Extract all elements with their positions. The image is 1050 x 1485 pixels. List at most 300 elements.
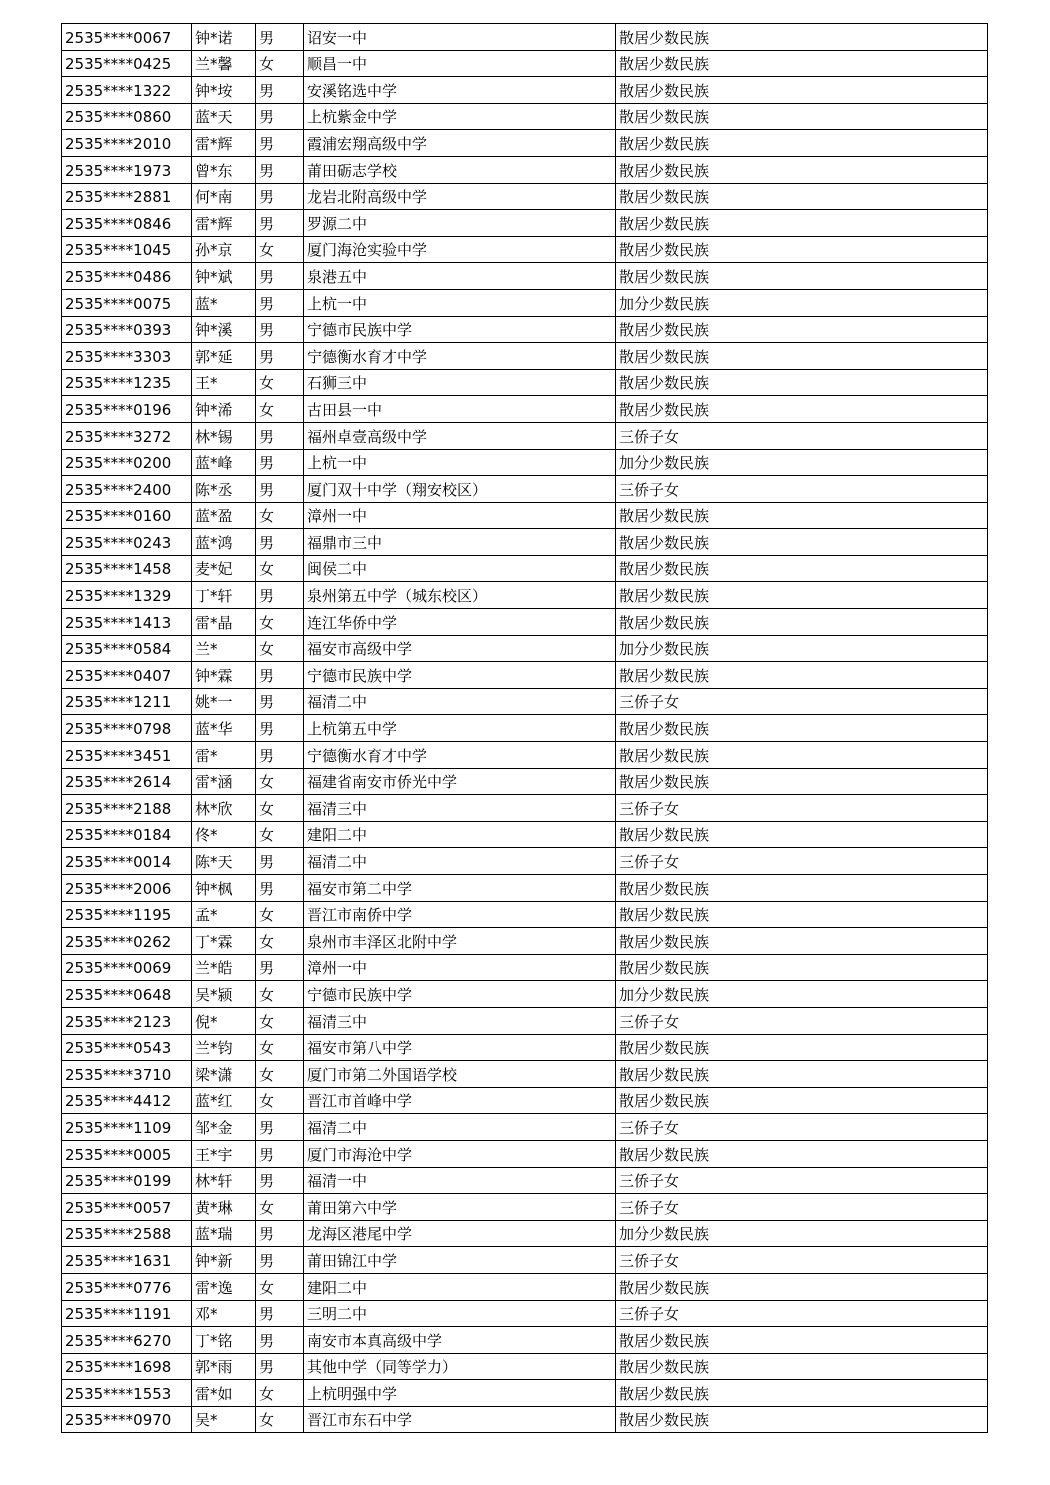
school-cell: 上杭一中: [304, 289, 616, 316]
exam-id-cell: 2535****0057: [62, 1194, 192, 1221]
gender-cell: 男: [256, 449, 304, 476]
student-name-cell: 林*锡: [192, 422, 256, 449]
school-cell: 厦门市海沧中学: [304, 1140, 616, 1167]
gender-cell: 男: [256, 263, 304, 290]
school-cell: 安溪铭选中学: [304, 77, 616, 104]
gender-cell: 女: [256, 768, 304, 795]
school-cell: 福清三中: [304, 795, 616, 822]
school-cell: 福清二中: [304, 688, 616, 715]
category-cell: 散居少数民族: [616, 1353, 988, 1380]
gender-cell: 男: [256, 183, 304, 210]
school-cell: 福建省南安市侨光中学: [304, 768, 616, 795]
school-cell: 罗源二中: [304, 210, 616, 237]
student-name-cell: 蓝*盈: [192, 502, 256, 529]
school-cell: 诏安一中: [304, 24, 616, 51]
school-cell: 顺昌一中: [304, 50, 616, 77]
student-name-cell: 陈*天: [192, 848, 256, 875]
school-cell: 福安市第二中学: [304, 875, 616, 902]
category-cell: 散居少数民族: [616, 77, 988, 104]
exam-id-cell: 2535****1698: [62, 1353, 192, 1380]
school-cell: 闽侯二中: [304, 555, 616, 582]
student-name-cell: 邓*: [192, 1300, 256, 1327]
gender-cell: 女: [256, 795, 304, 822]
table-row: [62, 369, 988, 396]
gender-cell: 女: [256, 928, 304, 955]
school-cell: 连江华侨中学: [304, 609, 616, 636]
exam-id-cell: 2535****0407: [62, 662, 192, 689]
table-row: [62, 210, 988, 237]
exam-id-cell: 2535****2010: [62, 130, 192, 157]
student-name-cell: 兰*皓: [192, 954, 256, 981]
school-cell: 建阳二中: [304, 821, 616, 848]
student-name-cell: 郭*雨: [192, 1353, 256, 1380]
gender-cell: 男: [256, 954, 304, 981]
student-name-cell: 雷*逸: [192, 1273, 256, 1300]
exam-id-cell: 2535****2006: [62, 875, 192, 902]
student-name-cell: 梁*潇: [192, 1061, 256, 1088]
table-row: [62, 1167, 988, 1194]
table-row: [62, 77, 988, 104]
exam-id-cell: 2535****0067: [62, 24, 192, 51]
exam-id-cell: 2535****0860: [62, 103, 192, 130]
student-name-cell: 雷*晶: [192, 609, 256, 636]
category-cell: 散居少数民族: [616, 24, 988, 51]
table-row: [62, 582, 988, 609]
gender-cell: 男: [256, 742, 304, 769]
student-name-cell: 黄*琳: [192, 1194, 256, 1221]
table-row: [62, 343, 988, 370]
table-row: [62, 50, 988, 77]
gender-cell: 男: [256, 289, 304, 316]
student-name-cell: 邹*金: [192, 1114, 256, 1141]
category-cell: 散居少数民族: [616, 742, 988, 769]
gender-cell: 男: [256, 529, 304, 556]
gender-cell: 男: [256, 156, 304, 183]
table-row: [62, 1300, 988, 1327]
table-row: [62, 316, 988, 343]
category-cell: 散居少数民族: [616, 821, 988, 848]
gender-cell: 男: [256, 210, 304, 237]
gender-cell: 女: [256, 369, 304, 396]
category-cell: 散居少数民族: [616, 502, 988, 529]
student-name-cell: 蓝*红: [192, 1087, 256, 1114]
table-row: [62, 555, 988, 582]
table-row: [62, 1061, 988, 1088]
table-row: [62, 502, 988, 529]
school-cell: 泉州市丰泽区北附中学: [304, 928, 616, 955]
student-name-cell: 曾*东: [192, 156, 256, 183]
gender-cell: 女: [256, 236, 304, 263]
category-cell: 加分少数民族: [616, 289, 988, 316]
gender-cell: 男: [256, 1300, 304, 1327]
exam-id-cell: 2535****0584: [62, 635, 192, 662]
exam-id-cell: 2535****1322: [62, 77, 192, 104]
category-cell: 加分少数民族: [616, 635, 988, 662]
table-row: [62, 130, 988, 157]
category-cell: 散居少数民族: [616, 130, 988, 157]
category-cell: 散居少数民族: [616, 103, 988, 130]
category-cell: 散居少数民族: [616, 1034, 988, 1061]
category-cell: 散居少数民族: [616, 1273, 988, 1300]
gender-cell: 女: [256, 981, 304, 1008]
exam-id-cell: 2535****2400: [62, 476, 192, 503]
student-name-cell: 钟*霖: [192, 662, 256, 689]
school-cell: 晋江市首峰中学: [304, 1087, 616, 1114]
table-row: [62, 821, 988, 848]
gender-cell: 女: [256, 50, 304, 77]
gender-cell: 女: [256, 635, 304, 662]
table-row: [62, 1273, 988, 1300]
exam-id-cell: 2535****1553: [62, 1380, 192, 1407]
exam-id-cell: 2535****0798: [62, 715, 192, 742]
school-cell: 上杭一中: [304, 449, 616, 476]
exam-id-cell: 2535****0486: [62, 263, 192, 290]
gender-cell: 女: [256, 1380, 304, 1407]
exam-id-cell: 2535****0075: [62, 289, 192, 316]
category-cell: 散居少数民族: [616, 183, 988, 210]
exam-id-cell: 2535****0160: [62, 502, 192, 529]
exam-id-cell: 2535****1235: [62, 369, 192, 396]
exam-id-cell: 2535****0262: [62, 928, 192, 955]
table-row: [62, 529, 988, 556]
category-cell: 三侨子女: [616, 1194, 988, 1221]
category-cell: 散居少数民族: [616, 715, 988, 742]
exam-id-cell: 2535****1329: [62, 582, 192, 609]
table-row: [62, 183, 988, 210]
exam-id-cell: 2535****2614: [62, 768, 192, 795]
table-row: [62, 954, 988, 981]
category-cell: 散居少数民族: [616, 236, 988, 263]
table-row: [62, 1380, 988, 1407]
exam-id-cell: 2535****0648: [62, 981, 192, 1008]
exam-id-cell: 2535****1973: [62, 156, 192, 183]
table-row: [62, 1220, 988, 1247]
student-name-cell: 何*南: [192, 183, 256, 210]
school-cell: 福州卓壹高级中学: [304, 422, 616, 449]
roster-table: [61, 23, 988, 1433]
exam-id-cell: 2535****1631: [62, 1247, 192, 1274]
table-row: [62, 928, 988, 955]
gender-cell: 男: [256, 343, 304, 370]
student-name-cell: 麦*妃: [192, 555, 256, 582]
gender-cell: 女: [256, 502, 304, 529]
student-name-cell: 王*: [192, 369, 256, 396]
school-cell: 福清二中: [304, 1114, 616, 1141]
gender-cell: 女: [256, 609, 304, 636]
exam-id-cell: 2535****1191: [62, 1300, 192, 1327]
exam-id-cell: 2535****3303: [62, 343, 192, 370]
table-row: [62, 1327, 988, 1354]
category-cell: 三侨子女: [616, 1007, 988, 1034]
school-cell: 晋江市东石中学: [304, 1406, 616, 1433]
gender-cell: 女: [256, 901, 304, 928]
table-row: [62, 396, 988, 423]
school-cell: 宁德市民族中学: [304, 662, 616, 689]
student-name-cell: 雷*涵: [192, 768, 256, 795]
category-cell: 散居少数民族: [616, 156, 988, 183]
student-name-cell: 兰*: [192, 635, 256, 662]
student-name-cell: 蓝*瑞: [192, 1220, 256, 1247]
school-cell: 厦门双十中学（翔安校区）: [304, 476, 616, 503]
roster-table-body: [62, 24, 988, 1433]
student-name-cell: 倪*: [192, 1007, 256, 1034]
school-cell: 福鼎市三中: [304, 529, 616, 556]
category-cell: 散居少数民族: [616, 768, 988, 795]
student-name-cell: 王*宇: [192, 1140, 256, 1167]
school-cell: 上杭紫金中学: [304, 103, 616, 130]
student-name-cell: 钟*溪: [192, 316, 256, 343]
table-row: [62, 795, 988, 822]
exam-id-cell: 2535****3710: [62, 1061, 192, 1088]
gender-cell: 男: [256, 848, 304, 875]
gender-cell: 男: [256, 1353, 304, 1380]
student-name-cell: 姚*一: [192, 688, 256, 715]
category-cell: 散居少数民族: [616, 210, 988, 237]
student-name-cell: 钟*浠: [192, 396, 256, 423]
exam-id-cell: 2535****1195: [62, 901, 192, 928]
student-name-cell: 陈*丞: [192, 476, 256, 503]
table-row: [62, 901, 988, 928]
gender-cell: 男: [256, 1327, 304, 1354]
school-cell: 建阳二中: [304, 1273, 616, 1300]
school-cell: 宁德衡水育才中学: [304, 343, 616, 370]
category-cell: 三侨子女: [616, 1114, 988, 1141]
gender-cell: 男: [256, 688, 304, 715]
school-cell: 古田县一中: [304, 396, 616, 423]
table-row: [62, 1140, 988, 1167]
school-cell: 福清二中: [304, 848, 616, 875]
exam-id-cell: 2535****0970: [62, 1406, 192, 1433]
gender-cell: 女: [256, 821, 304, 848]
category-cell: 三侨子女: [616, 1247, 988, 1274]
school-cell: 石狮三中: [304, 369, 616, 396]
category-cell: 散居少数民族: [616, 263, 988, 290]
exam-id-cell: 2535****2123: [62, 1007, 192, 1034]
gender-cell: 男: [256, 422, 304, 449]
table-row: [62, 1194, 988, 1221]
school-cell: 厦门海沧实验中学: [304, 236, 616, 263]
exam-id-cell: 2535****0776: [62, 1273, 192, 1300]
student-name-cell: 雷*辉: [192, 210, 256, 237]
exam-id-cell: 2535****0014: [62, 848, 192, 875]
school-cell: 莆田锦江中学: [304, 1247, 616, 1274]
table-row: [62, 1114, 988, 1141]
gender-cell: 女: [256, 1194, 304, 1221]
school-cell: 福安市第八中学: [304, 1034, 616, 1061]
exam-id-cell: 2535****0425: [62, 50, 192, 77]
table-row: [62, 476, 988, 503]
category-cell: 散居少数民族: [616, 396, 988, 423]
category-cell: 散居少数民族: [616, 369, 988, 396]
exam-id-cell: 2535****0543: [62, 1034, 192, 1061]
exam-id-cell: 2535****0199: [62, 1167, 192, 1194]
school-cell: 霞浦宏翔高级中学: [304, 130, 616, 157]
table-row: [62, 848, 988, 875]
gender-cell: 女: [256, 1406, 304, 1433]
table-row: [62, 742, 988, 769]
gender-cell: 女: [256, 555, 304, 582]
gender-cell: 男: [256, 582, 304, 609]
student-name-cell: 郭*延: [192, 343, 256, 370]
exam-id-cell: 2535****2881: [62, 183, 192, 210]
school-cell: 漳州一中: [304, 954, 616, 981]
gender-cell: 男: [256, 715, 304, 742]
exam-id-cell: 2535****0200: [62, 449, 192, 476]
category-cell: 散居少数民族: [616, 928, 988, 955]
table-row: [62, 1406, 988, 1433]
school-cell: 上杭第五中学: [304, 715, 616, 742]
gender-cell: 男: [256, 1114, 304, 1141]
gender-cell: 男: [256, 130, 304, 157]
category-cell: 散居少数民族: [616, 1061, 988, 1088]
student-name-cell: 孙*京: [192, 236, 256, 263]
school-cell: 宁德衡水育才中学: [304, 742, 616, 769]
exam-id-cell: 2535****0184: [62, 821, 192, 848]
school-cell: 三明二中: [304, 1300, 616, 1327]
category-cell: 散居少数民族: [616, 50, 988, 77]
gender-cell: 女: [256, 1087, 304, 1114]
student-name-cell: 吴*颍: [192, 981, 256, 1008]
school-cell: 晋江市南侨中学: [304, 901, 616, 928]
category-cell: 散居少数民族: [616, 1380, 988, 1407]
exam-id-cell: 2535****3272: [62, 422, 192, 449]
school-cell: 其他中学（同等学力）: [304, 1353, 616, 1380]
student-name-cell: 蓝*: [192, 289, 256, 316]
student-name-cell: 林*欣: [192, 795, 256, 822]
category-cell: 散居少数民族: [616, 875, 988, 902]
gender-cell: 男: [256, 662, 304, 689]
school-cell: 南安市本真高级中学: [304, 1327, 616, 1354]
gender-cell: 男: [256, 77, 304, 104]
student-name-cell: 钟*新: [192, 1247, 256, 1274]
table-row: [62, 1087, 988, 1114]
exam-id-cell: 2535****3451: [62, 742, 192, 769]
student-name-cell: 蓝*鸿: [192, 529, 256, 556]
exam-id-cell: 2535****0005: [62, 1140, 192, 1167]
table-row: [62, 103, 988, 130]
category-cell: 加分少数民族: [616, 981, 988, 1008]
gender-cell: 男: [256, 1220, 304, 1247]
exam-id-cell: 2535****1211: [62, 688, 192, 715]
student-name-cell: 丁*铭: [192, 1327, 256, 1354]
table-row: [62, 156, 988, 183]
category-cell: 三侨子女: [616, 1300, 988, 1327]
school-cell: 厦门市第二外国语学校: [304, 1061, 616, 1088]
category-cell: 散居少数民族: [616, 1327, 988, 1354]
school-cell: 福安市高级中学: [304, 635, 616, 662]
gender-cell: 男: [256, 875, 304, 902]
category-cell: 散居少数民族: [616, 529, 988, 556]
student-name-cell: 蓝*峰: [192, 449, 256, 476]
exam-id-cell: 2535****0846: [62, 210, 192, 237]
category-cell: 三侨子女: [616, 422, 988, 449]
category-cell: 散居少数民族: [616, 582, 988, 609]
category-cell: 散居少数民族: [616, 901, 988, 928]
table-row: [62, 449, 988, 476]
exam-id-cell: 2535****1109: [62, 1114, 192, 1141]
student-name-cell: 钟*枫: [192, 875, 256, 902]
gender-cell: 女: [256, 396, 304, 423]
table-row: [62, 289, 988, 316]
category-cell: 散居少数民族: [616, 1140, 988, 1167]
table-row: [62, 875, 988, 902]
table-row: [62, 263, 988, 290]
student-name-cell: 丁*霖: [192, 928, 256, 955]
exam-id-cell: 2535****2588: [62, 1220, 192, 1247]
category-cell: 三侨子女: [616, 688, 988, 715]
table-row: [62, 981, 988, 1008]
gender-cell: 女: [256, 1061, 304, 1088]
exam-id-cell: 2535****0196: [62, 396, 192, 423]
table-row: [62, 1034, 988, 1061]
exam-id-cell: 2535****6270: [62, 1327, 192, 1354]
school-cell: 福清三中: [304, 1007, 616, 1034]
category-cell: 加分少数民族: [616, 449, 988, 476]
student-name-cell: 雷*如: [192, 1380, 256, 1407]
student-name-cell: 丁*轩: [192, 582, 256, 609]
category-cell: 散居少数民族: [616, 316, 988, 343]
category-cell: 散居少数民族: [616, 1087, 988, 1114]
table-row: [62, 1007, 988, 1034]
table-row: [62, 422, 988, 449]
school-cell: 宁德市民族中学: [304, 316, 616, 343]
category-cell: 三侨子女: [616, 848, 988, 875]
table-row: [62, 236, 988, 263]
category-cell: 三侨子女: [616, 1167, 988, 1194]
category-cell: 加分少数民族: [616, 1220, 988, 1247]
student-name-cell: 林*轩: [192, 1167, 256, 1194]
school-cell: 泉港五中: [304, 263, 616, 290]
gender-cell: 男: [256, 24, 304, 51]
school-cell: 上杭明强中学: [304, 1380, 616, 1407]
category-cell: 三侨子女: [616, 476, 988, 503]
table-row: [62, 24, 988, 51]
student-name-cell: 吴*: [192, 1406, 256, 1433]
school-cell: 莆田砺志学校: [304, 156, 616, 183]
exam-id-cell: 2535****0243: [62, 529, 192, 556]
student-name-cell: 蓝*天: [192, 103, 256, 130]
school-cell: 龙海区港尾中学: [304, 1220, 616, 1247]
gender-cell: 女: [256, 1273, 304, 1300]
student-name-cell: 钟*斌: [192, 263, 256, 290]
category-cell: 散居少数民族: [616, 954, 988, 981]
table-row: [62, 662, 988, 689]
student-name-cell: 兰*钧: [192, 1034, 256, 1061]
table-row: [62, 768, 988, 795]
gender-cell: 男: [256, 1167, 304, 1194]
table-row: [62, 715, 988, 742]
school-cell: 漳州一中: [304, 502, 616, 529]
category-cell: 散居少数民族: [616, 609, 988, 636]
table-row: [62, 1247, 988, 1274]
school-cell: 龙岩北附高级中学: [304, 183, 616, 210]
table-row: [62, 688, 988, 715]
exam-id-cell: 2535****0069: [62, 954, 192, 981]
school-cell: 宁德市民族中学: [304, 981, 616, 1008]
table-row: [62, 635, 988, 662]
gender-cell: 男: [256, 316, 304, 343]
exam-id-cell: 2535****1458: [62, 555, 192, 582]
roster-table-container: [61, 23, 988, 1433]
table-row: [62, 1353, 988, 1380]
student-name-cell: 兰*馨: [192, 50, 256, 77]
exam-id-cell: 2535****1045: [62, 236, 192, 263]
gender-cell: 女: [256, 1007, 304, 1034]
gender-cell: 女: [256, 1034, 304, 1061]
gender-cell: 男: [256, 476, 304, 503]
student-name-cell: 钟*垵: [192, 77, 256, 104]
category-cell: 三侨子女: [616, 795, 988, 822]
